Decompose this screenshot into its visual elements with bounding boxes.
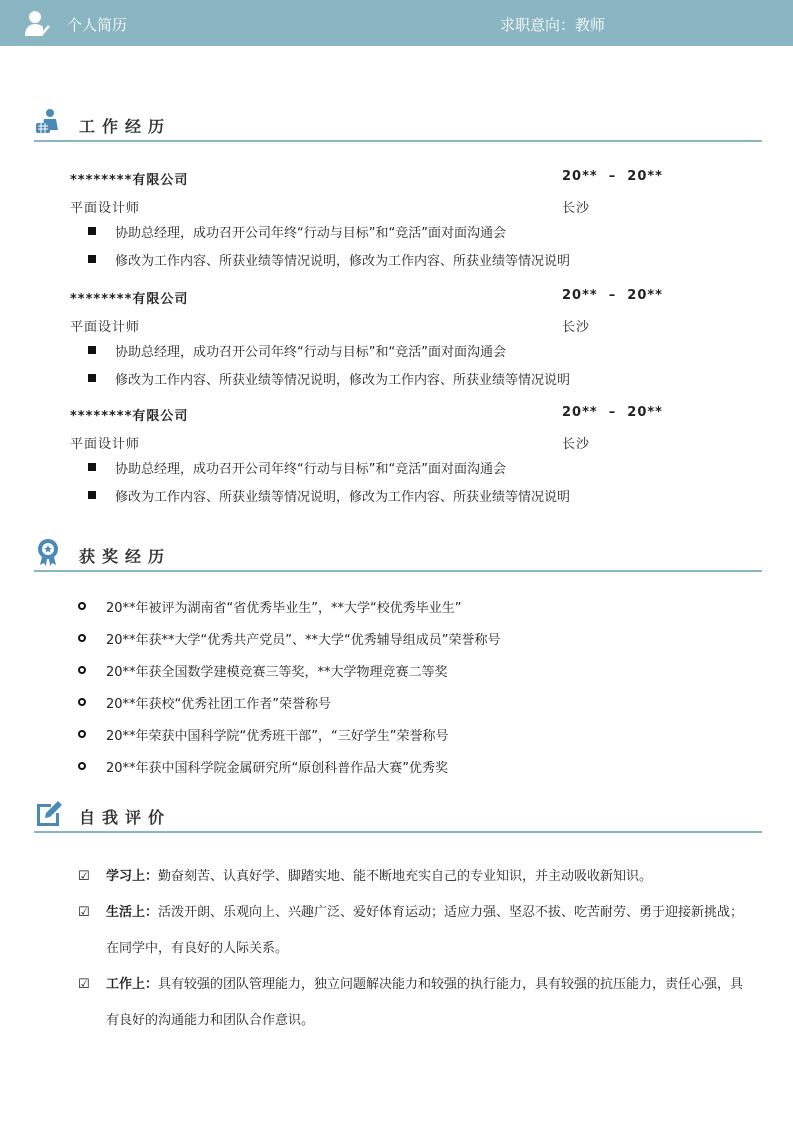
checkbox-checked-icon: ☑ (78, 905, 90, 920)
circle-bullet-icon (78, 666, 86, 674)
header-bar (0, 0, 793, 46)
checkbox-checked-icon: ☑ (78, 869, 90, 884)
self-eval-text: 勤奋刻苦、认真好学、脚踏实地、能不断地充实自己的专业知识，并主动吸收新知识。 (158, 869, 653, 884)
award-item: 20**年获中国科学院金属研究所“原创科普作品大赛”优秀奖 (78, 757, 678, 775)
self-eval-item (78, 895, 748, 967)
square-bullet-icon (88, 463, 96, 471)
self-eval-label: 学习上： (106, 869, 159, 884)
edit-pen-icon (34, 799, 64, 829)
circle-bullet-icon (78, 698, 86, 706)
section-work-header (34, 108, 762, 142)
work-period: 20** – 20** (562, 288, 663, 303)
award-item: 20**年被评为湖南省“省优秀毕业生”，**大学“校优秀毕业生” (78, 597, 678, 615)
checkbox-checked-icon: ☑ (78, 977, 90, 992)
company-name: ********有限公司 (70, 292, 189, 307)
self-eval-item (78, 967, 748, 1039)
work-period: 20** – 20** (562, 169, 663, 184)
work-city: 长沙 (562, 437, 591, 452)
award-item: 20**年荣获中国科学院“优秀班干部”，“三好学生”荣誉称号 (78, 725, 678, 743)
square-bullet-icon (88, 227, 96, 235)
user-icon (24, 9, 50, 37)
square-bullet-icon (88, 346, 96, 354)
self-eval-item (78, 859, 748, 895)
self-eval-text: 具有较强的团队管理能力，独立问题解决能力和较强的执行能力，具有较强的抗压能力，责任心强，具有良好的沟通能力和团队合作意识。 (106, 977, 744, 1028)
company-name: ********有限公司 (70, 173, 189, 188)
square-bullet-icon (88, 491, 96, 499)
company-name: ********有限公司 (70, 409, 189, 424)
self-eval-label: 生活上： (106, 905, 159, 920)
award-item: 20**年获全国数学建模竞赛三等奖，**大学物理竞赛二等奖 (78, 661, 678, 679)
square-bullet-icon (88, 255, 96, 263)
circle-bullet-icon (78, 634, 86, 642)
job-intent: 求职意向：教师 (500, 16, 606, 34)
worker-icon (34, 108, 64, 138)
job-role: 平面设计师 (70, 437, 141, 452)
work-period: 20** – 20** (562, 405, 663, 420)
section-self-title: 自我评价 (79, 808, 172, 827)
square-bullet-icon (88, 374, 96, 382)
work-city: 长沙 (562, 201, 591, 216)
award-item: 20**年获校“优秀社团工作者”荣誉称号 (78, 693, 678, 711)
section-self-header (34, 799, 762, 833)
self-eval-label: 工作上： (106, 977, 159, 992)
circle-bullet-icon (78, 730, 86, 738)
job-role: 平面设计师 (70, 320, 141, 335)
self-eval-text: 活泼开朗、乐观向上、兴趣广泛、爱好体育运动；适应力强、坚忍不拔、吃苦耐劳、勇于迎接新挑战；在同学中，有良好的人际关系。 (106, 905, 744, 956)
job-role: 平面设计师 (70, 201, 141, 216)
section-awards-header (34, 538, 762, 572)
circle-bullet-icon (78, 762, 86, 770)
award-medal-icon (34, 538, 64, 568)
section-work-title: 工作经历 (79, 117, 172, 136)
circle-bullet-icon (78, 602, 86, 610)
award-item: 20**年获**大学“优秀共产党员”、**大学“优秀辅导组成员”荣誉称号 (78, 629, 678, 647)
section-awards-title: 获奖经历 (79, 547, 172, 566)
resume-title: 个人简历 (67, 16, 128, 34)
work-city: 长沙 (562, 320, 591, 335)
